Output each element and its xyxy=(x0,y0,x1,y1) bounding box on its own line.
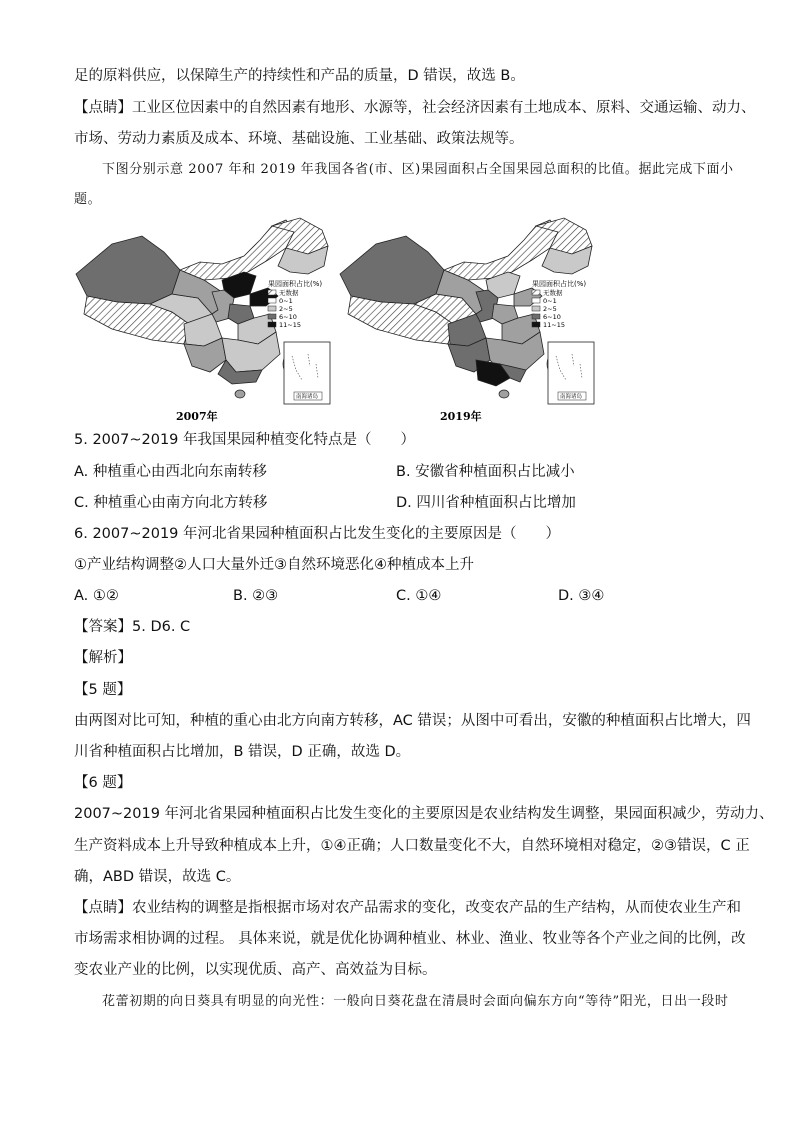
caption-2019: 2019年 xyxy=(440,410,482,423)
legend-swatch-2-5 xyxy=(268,306,276,311)
q5-heading: 【5 题】 xyxy=(74,682,132,698)
q6-stem: 6. 2007~2019 年河北省果园种植面积占比发生变化的主要原因是（ ） xyxy=(74,526,561,542)
legend-label-3-2019: 6~10 xyxy=(543,313,561,321)
region-inner-mongolia-2007 xyxy=(180,220,294,280)
map-2007 xyxy=(76,218,330,423)
q6-explanation-2: 生产资料成本上升导致种植成本上升，①④正确；人口数量变化不大，自然环境相对稳定，②③错误，C 正 xyxy=(74,838,750,854)
q6-explanation-1: 2007~2019 年河北省果园种植面积占比发生变化的主要原因是农业结构发生调整，果园面积减少，劳动力、 xyxy=(74,806,774,822)
legend-swatch-nodata-2019 xyxy=(532,290,540,295)
legend-label-0-2019: 无数据 xyxy=(543,289,563,297)
legend-swatch-nodata xyxy=(268,290,276,295)
region-xinjiang-2007 xyxy=(76,236,180,304)
legend-2007 xyxy=(268,279,322,329)
question-intro-2: 题。 xyxy=(74,192,102,207)
q6-option-b[interactable]: B. ②③ xyxy=(233,588,279,604)
q5-explanation-1: 由两图对比可知，种植的重心由北方向南方转移，AC 错误；从图中可看出，安徽的种植面积占比增大，四 xyxy=(74,713,751,729)
page-line-2: 【点睛】工业区位因素中的自然因素有地形、水源等，社会经济因素有土地成本、原料、交通运输、动力、 xyxy=(74,100,756,116)
key-point-2: 市场需求相协调的过程。 具体来说，就是优化协调种植业、林业、渔业、牧业等各个产业之间的比例，改 xyxy=(74,931,746,947)
legend-swatch-6-10 xyxy=(268,314,276,319)
q5-option-a[interactable]: A. 种植重心由西北向东南转移 xyxy=(74,464,267,480)
next-passage-line: 花蕾初期的向日葵具有明显的向光性：一般向日葵花盘在清晨时会面向偏东方向“等待”阳光，日出一段时 xyxy=(102,994,729,1009)
caption-2007: 2007年 xyxy=(176,410,218,423)
legend-swatch-0-1-2019 xyxy=(532,298,540,303)
region-hainan-2007 xyxy=(235,390,245,398)
analysis-heading: 【解析】 xyxy=(74,650,132,666)
legend-label-4: 11~15 xyxy=(279,321,301,329)
legend-label-1: 0~1 xyxy=(279,297,293,305)
q5-stem: 5. 2007~2019 年我国果园种植变化特点是（ ） xyxy=(74,432,416,448)
q5-explanation-2: 川省种植面积占比增加，B 错误，D 正确，故选 D。 xyxy=(74,744,411,760)
orchard-area-maps xyxy=(72,214,720,426)
legend-title-2007: 果园面积占比(%) xyxy=(268,280,323,288)
q6-explanation-3: 确，ABD 错误，故选 C。 xyxy=(74,869,241,885)
answer-line: 【答案】5. D6. C xyxy=(74,619,191,635)
legend-swatch-11-15-2019 xyxy=(532,322,540,327)
legend-swatch-0-1 xyxy=(268,298,276,303)
legend-label-3: 6~10 xyxy=(279,313,297,321)
map-2019 xyxy=(340,218,594,423)
legend-label-2: 2~5 xyxy=(279,305,293,313)
q6-option-c[interactable]: C. ①④ xyxy=(396,588,442,604)
legend-swatch-6-10-2019 xyxy=(532,314,540,319)
legend-label-2-2019: 2~5 xyxy=(543,305,557,313)
legend-title-2019: 果园面积占比(%) xyxy=(532,280,587,288)
inset-2019 xyxy=(548,342,594,404)
legend-label-1-2019: 0~1 xyxy=(543,297,557,305)
q5-option-d[interactable]: D. 四川省种植面积占比增加 xyxy=(396,495,576,511)
page-line-3: 市场、劳动力素质及成本、环境、基础设施、工业基础、政策法规等。 xyxy=(74,131,524,147)
legend-swatch-11-15 xyxy=(268,322,276,327)
inset-2007 xyxy=(284,342,330,404)
key-point-1: 【点睛】农业结构的调整是指根据市场对农产品需求的变化，改变农产品的生产结构，从而使农业生产和 xyxy=(74,900,741,916)
region-xinjiang-2019 xyxy=(340,236,444,304)
legend-swatch-2-5-2019 xyxy=(532,306,540,311)
legend-label-0: 无数据 xyxy=(279,289,299,297)
inset-label-2007: 南海诸岛 xyxy=(296,394,319,400)
region-hainan-2019 xyxy=(499,390,509,398)
q5-option-c[interactable]: C. 种植重心由南方向北方转移 xyxy=(74,495,268,511)
q6-option-a[interactable]: A. ①② xyxy=(74,588,119,604)
q6-option-d[interactable]: D. ③④ xyxy=(558,588,605,604)
maps-svg xyxy=(72,214,720,426)
page-line-1: 足的原料供应，以保障生产的持续性和产品的质量，D 错误，故选 B。 xyxy=(74,68,525,84)
q6-items: ①产业结构调整②人口大量外迁③自然环境恶化④种植成本上升 xyxy=(74,557,474,573)
key-point-3: 变农业产业的比例，以实现优质、高产、高效益为目标。 xyxy=(74,962,437,978)
inset-label-2019: 南海诸岛 xyxy=(560,394,583,400)
q6-heading: 【6 题】 xyxy=(74,775,132,791)
q5-option-b[interactable]: B. 安徽省种植面积占比减小 xyxy=(396,464,575,480)
question-intro-1: 下图分别示意 2007 年和 2019 年我国各省(市、区)果园面积占全国果园总面积的比值。据此完成下面小 xyxy=(102,162,734,177)
legend-label-4-2019: 11~15 xyxy=(543,321,565,329)
legend-2019 xyxy=(532,279,586,329)
region-inner-mongolia-2019 xyxy=(444,220,558,280)
